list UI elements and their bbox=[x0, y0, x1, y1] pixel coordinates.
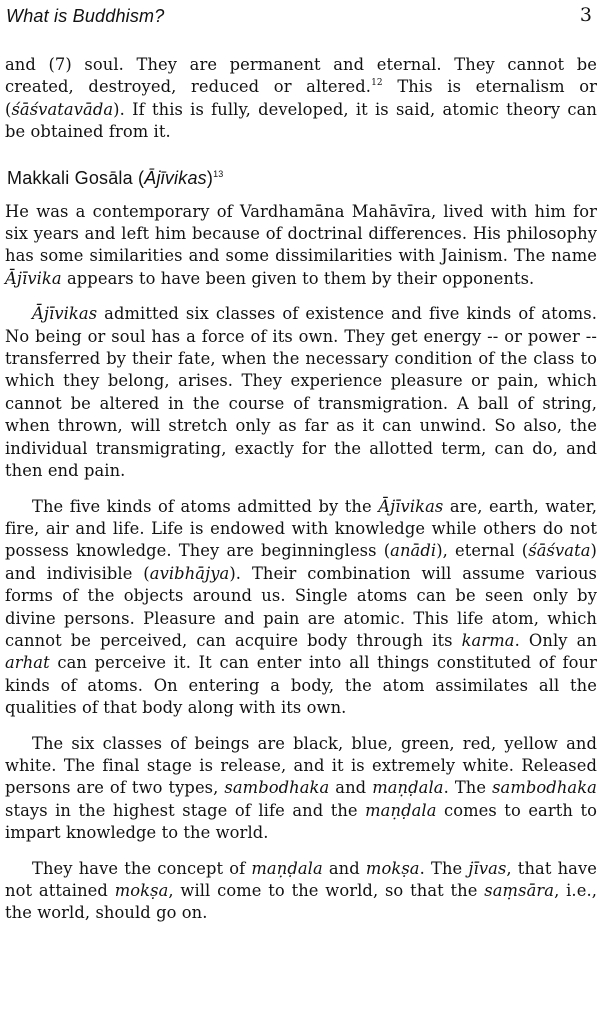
text-run: appears to have been given to them by their opponents. bbox=[61, 268, 535, 288]
paragraph-mandala-moksa bbox=[5, 858, 597, 925]
italic-term: anādi bbox=[390, 541, 437, 561]
text-run: can perceive it. It can enter into all things constituted of four kinds of atoms. On entering a body, the atom assimilates all the qualities of that body along with its own. bbox=[5, 653, 597, 718]
paragraph-contemporary bbox=[5, 201, 597, 291]
italic-term: sambodhaka bbox=[492, 778, 597, 798]
text-run: They have the concept of bbox=[32, 858, 252, 878]
italic-term: arhat bbox=[5, 653, 50, 673]
paragraph-five-atoms bbox=[5, 496, 597, 720]
book-page bbox=[5, 0, 597, 925]
italic-term: Ājīvikas bbox=[378, 496, 444, 516]
italic-term: Ājīvikas bbox=[32, 304, 98, 324]
heading-italic-term: Ājīvikas bbox=[144, 167, 207, 188]
text-run: ). If this is fully, developed, it is said, atomic theory can be obtained from it. bbox=[5, 99, 597, 142]
text-run: , i.e., the world, should go on. bbox=[5, 881, 597, 923]
body-text bbox=[5, 54, 597, 925]
italic-term: maṇḍala bbox=[372, 778, 444, 798]
text-run: comes to earth to impart knowledge to the world. bbox=[5, 800, 597, 843]
text-run: , will come to the world, so that the bbox=[168, 881, 485, 900]
text-run: The five kinds of atoms admitted by the bbox=[32, 496, 379, 516]
text-run: , that have not attained bbox=[5, 858, 598, 900]
text-run: and bbox=[322, 858, 366, 878]
italic-term: maṇḍala bbox=[365, 800, 437, 820]
page-number: 3 bbox=[579, 4, 592, 26]
text-run: He was a contemporary of Vardhamāna Mahāvīra, lived with him for six years and left him because of doctrinal differences. His philosophy has some similarities and some dissimilarities with Jainism. The name bbox=[5, 201, 597, 266]
italic-term: avibhājya bbox=[149, 563, 230, 583]
text-run: . The bbox=[419, 858, 469, 878]
text-run: and bbox=[329, 778, 373, 798]
text-run: admitted six classes of existence and five kinds of atoms. No being or soul has a force of its own. They get energy -- or power -- transferred by their fate, when the necessary condition of the class to which they belong, arises. They experience pleasure or pain, which cannot be altered in the course of transmigration. A ball of string, when thrown, will stretch only as far as it can unwind. So also, the individual transmigrating, exactly for the allotted term, can do, and then end pain. bbox=[5, 304, 597, 481]
italic-term: śāśvata bbox=[528, 541, 591, 561]
paragraph-six-classes bbox=[5, 303, 597, 482]
text-run: stays in the highest stage of life and the bbox=[5, 800, 366, 820]
heading-text: Makkali Gosāla ( bbox=[7, 167, 145, 188]
text-run: ), eternal ( bbox=[436, 541, 529, 561]
italic-term: maṇḍala bbox=[251, 858, 323, 878]
footnote-marker-13: 13 bbox=[213, 168, 224, 179]
heading-text: ) bbox=[206, 167, 214, 188]
text-run: The six classes of beings are black, blue, green, red, yellow and white. The final stage is release, and it is extremely white. Released persons are of two types, bbox=[5, 733, 597, 798]
text-run: This is eternalism or ( bbox=[5, 77, 597, 119]
section-heading-makkali-gosala bbox=[7, 166, 597, 190]
italic-term: karma bbox=[461, 630, 515, 650]
paragraph-eternalism bbox=[5, 54, 597, 144]
running-header bbox=[5, 0, 597, 34]
text-run: and (7) soul. They are permanent and eternal. They cannot be created, destroyed, reduced or altered. bbox=[5, 55, 597, 97]
italic-term: sambodhaka bbox=[224, 778, 330, 798]
italic-term: mokṣa bbox=[365, 858, 420, 878]
italic-term: Ājīvika bbox=[5, 268, 62, 288]
italic-term: śāśvatavāda bbox=[11, 99, 114, 119]
running-title: What is Buddhism? bbox=[6, 6, 165, 26]
italic-term: mokṣa bbox=[114, 881, 169, 900]
text-run: ). Their combination will assume various forms of the objects around us. Single atoms can be seen only by divine persons. Pleasure and pain are atomic. This life atom, which cannot be perceived, can acquire body through its bbox=[5, 563, 597, 650]
footnote-marker-12: 12 bbox=[371, 78, 383, 89]
text-run: . Only an bbox=[514, 630, 597, 650]
paragraph-six-classes-of-beings bbox=[5, 733, 597, 845]
text-run: are, earth, water, fire, air and life. Life is endowed with knowledge while others do not possess knowledge. They are beginningless ( bbox=[5, 496, 597, 561]
text-run: ) and indivisible ( bbox=[5, 541, 597, 583]
italic-term: saṃsāra bbox=[484, 881, 555, 900]
text-run: . The bbox=[443, 778, 493, 798]
italic-term: jīvas bbox=[468, 858, 507, 878]
